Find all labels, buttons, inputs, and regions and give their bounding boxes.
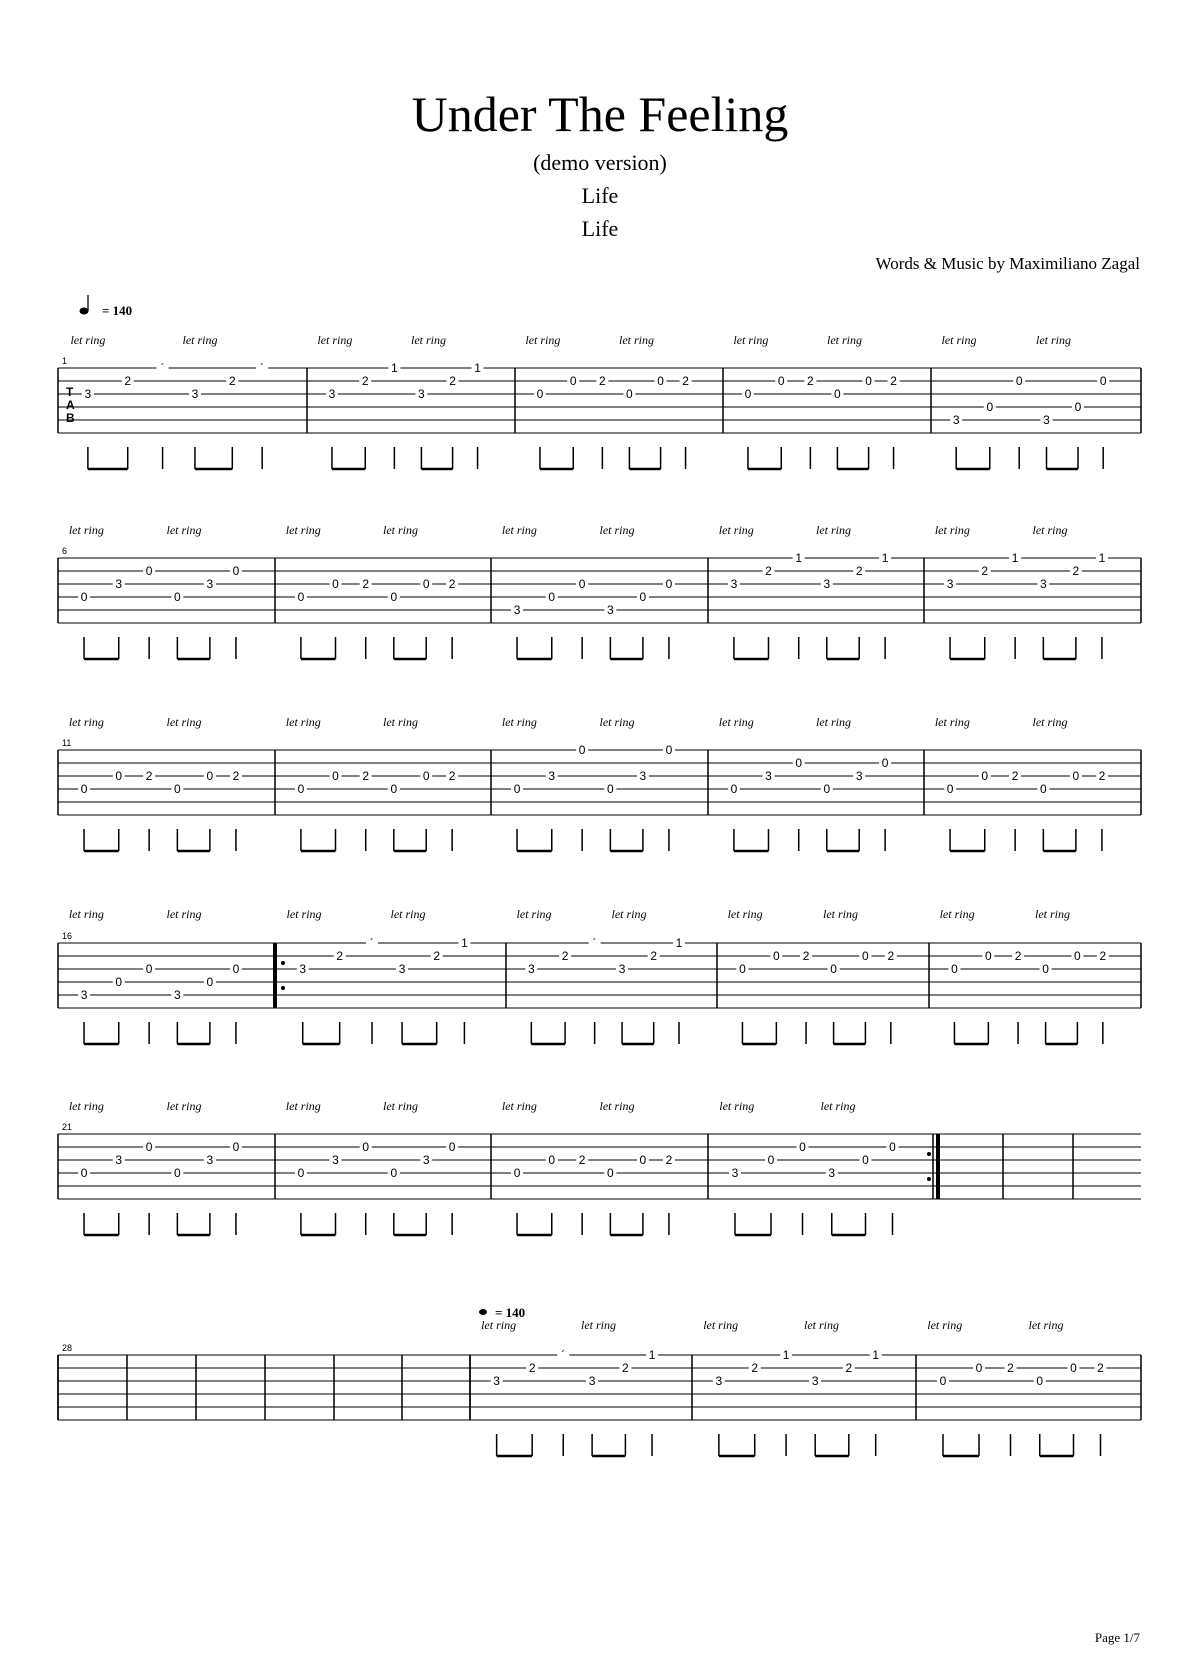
let-ring-label: let ring	[939, 907, 975, 921]
let-ring-label: let ring	[718, 715, 754, 729]
let-ring-label: let ring	[1035, 907, 1070, 921]
fret-number: 0	[823, 782, 831, 796]
fret-number: 1	[795, 551, 803, 565]
fret-number: 2	[433, 949, 441, 963]
fret-number: 0	[1072, 769, 1080, 783]
fret-number: 0	[390, 782, 398, 796]
measure-number: 6	[62, 546, 68, 556]
tempo-marking: = 140	[495, 1305, 526, 1320]
fret-number: 3	[493, 1374, 500, 1388]
let-ring-label: let ring	[703, 1318, 739, 1332]
fret-number: 0	[578, 743, 586, 757]
fret-number: 0	[767, 1153, 775, 1167]
fret-number: 0	[513, 782, 521, 796]
fret-number: 3	[206, 1153, 214, 1167]
let-ring-label: let ring	[501, 715, 537, 729]
fret-number: 3	[115, 577, 123, 591]
song-subtitle: (demo version)	[533, 150, 667, 175]
let-ring-label: let ring	[285, 523, 321, 537]
let-ring-label: let ring	[481, 1318, 517, 1332]
fret-number: 0	[1074, 949, 1081, 963]
fret-number: 2	[665, 1153, 673, 1167]
fret-number: 3	[398, 962, 406, 976]
fret-number: 0	[665, 743, 673, 757]
fret-number: 3	[418, 387, 425, 401]
let-ring-label: let ring	[719, 1099, 755, 1113]
fret-number: 2	[890, 374, 897, 388]
fret-number: 3	[191, 387, 199, 401]
fret-number: 2	[232, 769, 240, 783]
fret-number: 2	[124, 374, 132, 388]
let-ring-label: let ring	[285, 715, 321, 729]
let-ring-label: let ring	[285, 1099, 321, 1113]
fret-number: 2	[765, 564, 772, 578]
fret-number: 0	[985, 949, 992, 963]
let-ring-label: let ring	[611, 907, 647, 921]
let-ring-label: let ring	[525, 333, 561, 347]
fret-number: 3	[299, 962, 307, 976]
fret-number: 0	[639, 590, 647, 604]
let-ring-label: let ring	[501, 1099, 537, 1113]
fret-number: 3	[328, 387, 336, 401]
let-ring-label: let ring	[317, 333, 353, 347]
let-ring-label: let ring	[619, 333, 654, 347]
fret-number: 0	[145, 1140, 153, 1154]
fret-number: 0	[975, 1361, 983, 1375]
fret-number: 0	[626, 387, 633, 401]
fret-number: 0	[889, 1140, 896, 1154]
let-ring-label: let ring	[411, 333, 446, 347]
fret-number: 1	[391, 361, 398, 375]
repeat-dot	[927, 1177, 931, 1181]
fret-number: 0	[145, 564, 153, 578]
let-ring-label: let ring	[383, 1099, 418, 1113]
let-ring-label: let ring	[383, 715, 418, 729]
fret-number: 3	[730, 577, 738, 591]
fret-number: 2	[1014, 949, 1022, 963]
measure-number: 16	[62, 931, 73, 941]
let-ring-label: let ring	[501, 523, 537, 537]
fret-number: ´	[561, 1348, 566, 1362]
let-ring-label: let ring	[820, 1099, 856, 1113]
let-ring-label: let ring	[166, 1099, 202, 1113]
fret-number: 2	[1099, 949, 1107, 963]
fret-number: 0	[607, 782, 614, 796]
fret-number: 0	[390, 590, 398, 604]
fret-number: 0	[657, 374, 664, 388]
let-ring-label: let ring	[516, 907, 552, 921]
let-ring-label: let ring	[823, 907, 858, 921]
fret-number: 0	[422, 577, 430, 591]
fret-number: ´	[592, 936, 597, 950]
fret-number: 0	[1099, 374, 1107, 388]
fret-number: 2	[1007, 1361, 1014, 1375]
fret-number: 0	[536, 387, 544, 401]
fret-number: 1	[675, 936, 683, 950]
fret-number: 1	[461, 936, 468, 950]
fret-number: 0	[777, 374, 785, 388]
let-ring-label: let ring	[927, 1318, 963, 1332]
fret-number: 1	[881, 551, 889, 565]
let-ring-label: let ring	[68, 523, 104, 537]
let-ring-label: let ring	[68, 907, 104, 921]
fret-number: 0	[332, 769, 339, 783]
fret-number: 0	[986, 400, 994, 414]
fret-number: 2	[362, 769, 370, 783]
let-ring-label: let ring	[718, 523, 754, 537]
let-ring-label: let ring	[68, 715, 104, 729]
fret-number: 0	[232, 1140, 240, 1154]
fret-number: 3	[1040, 577, 1047, 591]
fret-number: 3	[84, 387, 92, 401]
fret-number: 2	[561, 949, 569, 963]
fret-number: 0	[513, 1166, 521, 1180]
fret-number: 2	[845, 1361, 853, 1375]
fret-number: 2	[802, 949, 810, 963]
tab-clef: A	[66, 398, 75, 412]
fret-number: 0	[939, 1374, 947, 1388]
fret-number: 0	[1036, 1374, 1044, 1388]
fret-number: 0	[795, 756, 803, 770]
let-ring-label: let ring	[804, 1318, 839, 1332]
let-ring-label: let ring	[599, 715, 635, 729]
let-ring-label: let ring	[166, 715, 202, 729]
fret-number: 0	[862, 1153, 869, 1167]
fret-number: 2	[807, 374, 814, 388]
let-ring-label: let ring	[934, 523, 970, 537]
fret-number: 2	[1011, 769, 1019, 783]
fret-number: 0	[830, 962, 837, 976]
fret-number: 2	[599, 374, 606, 388]
fret-number: 0	[115, 975, 123, 989]
measure-number: 11	[62, 738, 72, 748]
measure-number: 21	[62, 1122, 73, 1132]
fret-number: 2	[682, 374, 689, 388]
measure-number: 28	[62, 1343, 73, 1353]
fret-number: 0	[145, 962, 153, 976]
fret-number: 2	[228, 374, 236, 388]
fret-number: 3	[80, 988, 88, 1002]
fret-number: 2	[145, 769, 153, 783]
fret-number: 1	[1098, 551, 1106, 565]
fret-number: 0	[232, 962, 240, 976]
fret-number: 0	[115, 769, 123, 783]
let-ring-label: let ring	[941, 333, 977, 347]
fret-number: 3	[639, 769, 647, 783]
fret-number: 0	[80, 590, 88, 604]
let-ring-label: let ring	[286, 907, 322, 921]
fret-number: 0	[665, 577, 673, 591]
fret-number: 0	[834, 387, 841, 401]
fret-number: 2	[1072, 564, 1080, 578]
fret-number: 0	[548, 590, 556, 604]
fret-number: 3	[332, 1153, 339, 1167]
fret-number: 1	[474, 361, 481, 375]
let-ring-label: let ring	[70, 333, 106, 347]
fret-number: 0	[730, 782, 738, 796]
fret-number: 0	[578, 577, 586, 591]
let-ring-label: let ring	[182, 333, 218, 347]
let-ring-label: let ring	[1028, 1318, 1064, 1332]
fret-number: 0	[1015, 374, 1023, 388]
let-ring-label: let ring	[816, 523, 851, 537]
fret-number: 0	[232, 564, 240, 578]
repeat-dot	[927, 1152, 931, 1156]
fret-number: 0	[569, 374, 577, 388]
fret-number: 3	[855, 769, 863, 783]
fret-number: 3	[715, 1374, 723, 1388]
let-ring-label: let ring	[166, 523, 202, 537]
let-ring-label: let ring	[827, 333, 862, 347]
fret-number: 2	[449, 374, 456, 388]
fret-number: 2	[1098, 769, 1106, 783]
fret-number: 3	[952, 413, 960, 427]
fret-number: 3	[513, 603, 521, 617]
fret-number: 0	[865, 374, 872, 388]
song-title: Under The Feeling	[411, 86, 789, 142]
fret-number: 0	[946, 782, 954, 796]
fret-number: ´	[260, 361, 265, 375]
fret-number: 2	[622, 1361, 629, 1375]
let-ring-label: let ring	[934, 715, 970, 729]
fret-number: 0	[362, 1140, 370, 1154]
fret-number: 2	[887, 949, 895, 963]
let-ring-label: let ring	[68, 1099, 104, 1113]
fret-number: 3	[548, 769, 556, 783]
fret-number: 0	[174, 782, 181, 796]
fret-number: 0	[981, 769, 989, 783]
fret-number: 2	[578, 1153, 586, 1167]
fret-number: 0	[744, 387, 752, 401]
fret-number: 0	[862, 949, 869, 963]
let-ring-label: let ring	[1036, 333, 1071, 347]
fret-number: 2	[448, 577, 456, 591]
fret-number: 3	[527, 962, 535, 976]
fret-number: 0	[80, 782, 88, 796]
measure-number: 1	[62, 356, 68, 366]
fret-number: 3	[765, 769, 772, 783]
fret-number: 0	[1074, 400, 1082, 414]
album-name: Life	[581, 216, 619, 241]
fret-number: 3	[607, 603, 614, 617]
let-ring-label: let ring	[816, 715, 851, 729]
fret-number: 3	[811, 1374, 819, 1388]
quarter-note-icon	[479, 1309, 487, 1315]
fret-number: 0	[448, 1140, 456, 1154]
fret-number: 0	[206, 769, 214, 783]
fret-number: 1	[872, 1348, 880, 1362]
fret-number: 2	[981, 564, 989, 578]
fret-number: 0	[739, 962, 746, 976]
fret-number: 3	[946, 577, 954, 591]
credits: Words & Music by Maximiliano Zagal	[875, 254, 1140, 273]
fret-number: 3	[618, 962, 626, 976]
let-ring-label: let ring	[1032, 715, 1068, 729]
fret-number: 0	[390, 1166, 398, 1180]
fret-number: 0	[639, 1153, 647, 1167]
fret-number: 0	[799, 1140, 806, 1154]
fret-number: 0	[951, 962, 958, 976]
fret-number: 3	[1043, 413, 1050, 427]
tempo-marking: = 140	[102, 303, 133, 318]
fret-number: 0	[422, 769, 430, 783]
fret-number: 3	[588, 1374, 596, 1388]
fret-number: 3	[422, 1153, 430, 1167]
fret-number: 0	[80, 1166, 88, 1180]
fret-number: 0	[297, 1166, 305, 1180]
fret-number: ´	[160, 361, 165, 375]
artist-name: Life	[581, 183, 619, 208]
fret-number: 1	[1011, 551, 1019, 565]
fret-number: 0	[297, 782, 305, 796]
fret-number: 3	[174, 988, 181, 1002]
fret-number: 3	[823, 577, 831, 591]
repeat-dot	[281, 986, 285, 990]
fret-number: 3	[115, 1153, 123, 1167]
fret-number: 0	[773, 949, 780, 963]
fret-number: 2	[855, 564, 863, 578]
tab-clef: T	[66, 385, 74, 399]
let-ring-label: let ring	[733, 333, 769, 347]
page-number: Page 1/7	[1094, 1630, 1140, 1645]
fret-number: 0	[332, 577, 339, 591]
fret-number: 1	[782, 1348, 790, 1362]
let-ring-label: let ring	[599, 1099, 635, 1113]
fret-number: 2	[751, 1361, 759, 1375]
fret-number: 2	[336, 949, 344, 963]
let-ring-label: let ring	[166, 907, 202, 921]
fret-number: 0	[206, 975, 214, 989]
let-ring-label: let ring	[581, 1318, 616, 1332]
tab-clef: B	[66, 411, 75, 425]
fret-number: ´	[370, 936, 375, 950]
fret-number: 3	[731, 1166, 739, 1180]
fret-number: 2	[362, 577, 370, 591]
fret-number: 2	[528, 1361, 536, 1375]
fret-number: 2	[1097, 1361, 1104, 1375]
let-ring-label: let ring	[390, 907, 426, 921]
fret-number: 0	[548, 1153, 556, 1167]
repeat-dot	[281, 961, 285, 965]
fret-number: 2	[448, 769, 456, 783]
let-ring-label: let ring	[383, 523, 418, 537]
let-ring-label: let ring	[599, 523, 635, 537]
let-ring-label: let ring	[1032, 523, 1068, 537]
fret-number: 0	[607, 1166, 614, 1180]
fret-number: 0	[1070, 1361, 1077, 1375]
fret-number: 2	[650, 949, 658, 963]
fret-number: 2	[361, 374, 369, 388]
fret-number: 0	[297, 590, 305, 604]
quarter-note-icon	[80, 308, 89, 315]
fret-number: 1	[648, 1348, 656, 1362]
fret-number: 0	[174, 1166, 181, 1180]
fret-number: 0	[174, 590, 181, 604]
fret-number: 0	[1042, 962, 1049, 976]
fret-number: 3	[828, 1166, 836, 1180]
fret-number: 0	[1040, 782, 1047, 796]
let-ring-label: let ring	[727, 907, 763, 921]
fret-number: 0	[881, 756, 889, 770]
fret-number: 3	[206, 577, 214, 591]
